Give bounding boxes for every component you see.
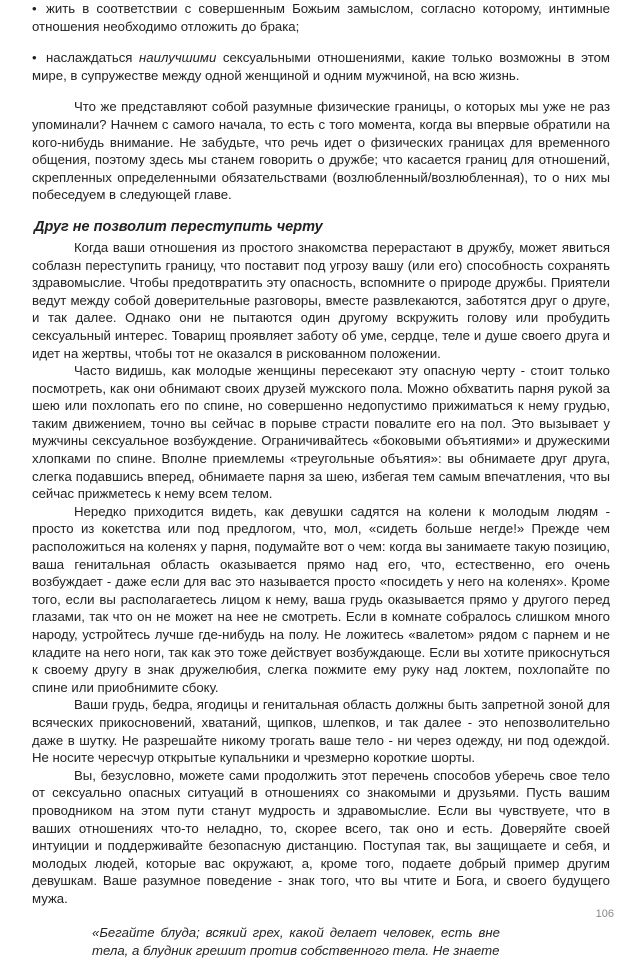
intro-paragraph: Что же представляют собой разумные физические границы, о которых мы уже не раз упоминали? Начнем с самого начала, то есть с того момента, когда вы впервые обратили на кого-нибудь внимание. Не забудьте, что речь идет о физических границах для временного общения, поэтому здесь мы станем говорить о дружбе; что касается границ для отношений, скрепленных определенными обязательствами (возлюбленный/возлюбленная), то о них мы побеседуем в следующей главе. — [32, 99, 610, 203]
bullet-text-2-emphasis: наилучшими — [139, 50, 217, 66]
section-heading: Друг не позволит переступить черту — [34, 218, 323, 235]
bullet-text-2-after: сексуальными отношениями, какие только возможны в этом мире, в супружестве между одной женщиной и одним мужчиной, на всю жизнь. — [32, 50, 610, 83]
bullet-item — [32, 0, 610, 35]
body-paragraph-5: Вы, безусловно, можете сами продолжить этот перечень способов уберечь свое тело от сексуально опасных ситуаций в отношениях со знакомыми и друзьями. Пусть вашим проводником на этом пути станут мудрость и здравомыслие. Если вы чувствуете, что в ваших отношениях что-то неладно, то, скорее всего, так оно и есть. Доверяйте своей интуиции и поддерживайте безопасную дистанцию. Поступая так, вы защищаете и себя, и молодых людей, которые вас окружают, а, кроме того, подаете добрый пример другим девушкам. Ваше разумное поведение - знак того, что вы чтите и Бога, и своего будущего мужа. — [32, 767, 610, 906]
page-number: 106 — [595, 908, 614, 920]
bullet-mark: • — [32, 50, 37, 66]
body-paragraph-2: Часто видишь, как молодые женщины пересекают эту опасную черту - стоит только посмотреть, как они обнимают своих друзей мужского пола. Можно обхватить парня рукой за шею или похлопать его по спине, но совершенно недопустимо прижиматься к нему грудью, таким движением, точно вы сейчас в порыве страсти повалите его на пол. Это вызывает у мужчины сексуальное возбуждение. Ограничивайтесь «боковыми объятиями» и дружескими хлопками по спине. Вполне приемлемы «треугольные объятия»: вы обнимаете друг друга, слегка подавшись вперед, обнимаете парня за шею, избегая тем самым впечатления, что вы сейчас прижметесь к нему всем телом. — [32, 363, 610, 502]
body-paragraph-3: Нередко приходится видеть, как девушки садятся на колени к молодым людям - просто из кокетства или под предлогом, что, мол, «сидеть больше негде!» Прежде чем расположиться на коленях у парня, подумайте вот о чем: когда вы занимаете такую позицию, ваша генитальная область оказывается прямо над его, что, естественно, его очень возбуждает - даже если для вас это называется просто «посидеть у него на коленях». Кроме того, если вы располагаетесь лицом к нему, ваша грудь оказывается прямо у другого перед глазами, так что он не может на нее не смотреть. Если в комнате собралось слишком много народу, устройтесь лучше где-нибудь на полу. Не ложитесь «валетом» рядом с парнем и не кладите на него ноги, так как это тоже действует возбуждающе. Если вы хотите прикоснуться к своему другу в знак дружелюбия, слегка пожмите ему руку над локтем, похлопайте по спине или приобнимите сбоку. — [32, 503, 610, 695]
scripture-quote: «Бегайте блуда; всякий грех, какой делает человек, есть вне тела, а блудник грешит против собственного тела. Не знаете — [92, 924, 500, 958]
page-content — [32, 0, 610, 960]
body-paragraph-1: Когда ваши отношения из простого знакомства перерастают в дружбу, может явиться соблазн переступить границу, что поставит под угрозу вашу (или его) способность сохранять здравомыслие. Чтобы предотвратить эту опасность, вспомните о природе дружбы. Приятели ведут между собой доверительные разговоры, вместе развлекаются, заботятся друг о друге, и так далее. Однако они не пытаются один другому вскружить голову или пробудить сексуальный интерес. Товарищ проявляет заботу об уме, сердце, теле и душе своего друга и идет на жертвы, чтобы тот не оказался в рискованном положении. — [32, 239, 610, 361]
bullet-text-2-before: наслаждаться — [46, 50, 140, 66]
bullet-mark: • — [32, 1, 37, 16]
body-paragraph-4: Ваши грудь, бедра, ягодицы и генитальная область должны быть запретной зоной для всяческих прикосновений, хватаний, щипков, шлепков, и так далее - это непозволительно даже в шутку. Не разрешайте никому трогать ваше тело - ни через одежду, ни под одеждой. Не носите чересчур открытые купальники и чрезмерно короткие шорты. — [32, 697, 610, 766]
bullet-item — [32, 49, 610, 84]
bullet-text-1: жить в соответствии с совершенным Божьим замыслом, согласно которому, интимные отношения необходимо отложить до брака; — [32, 1, 610, 34]
